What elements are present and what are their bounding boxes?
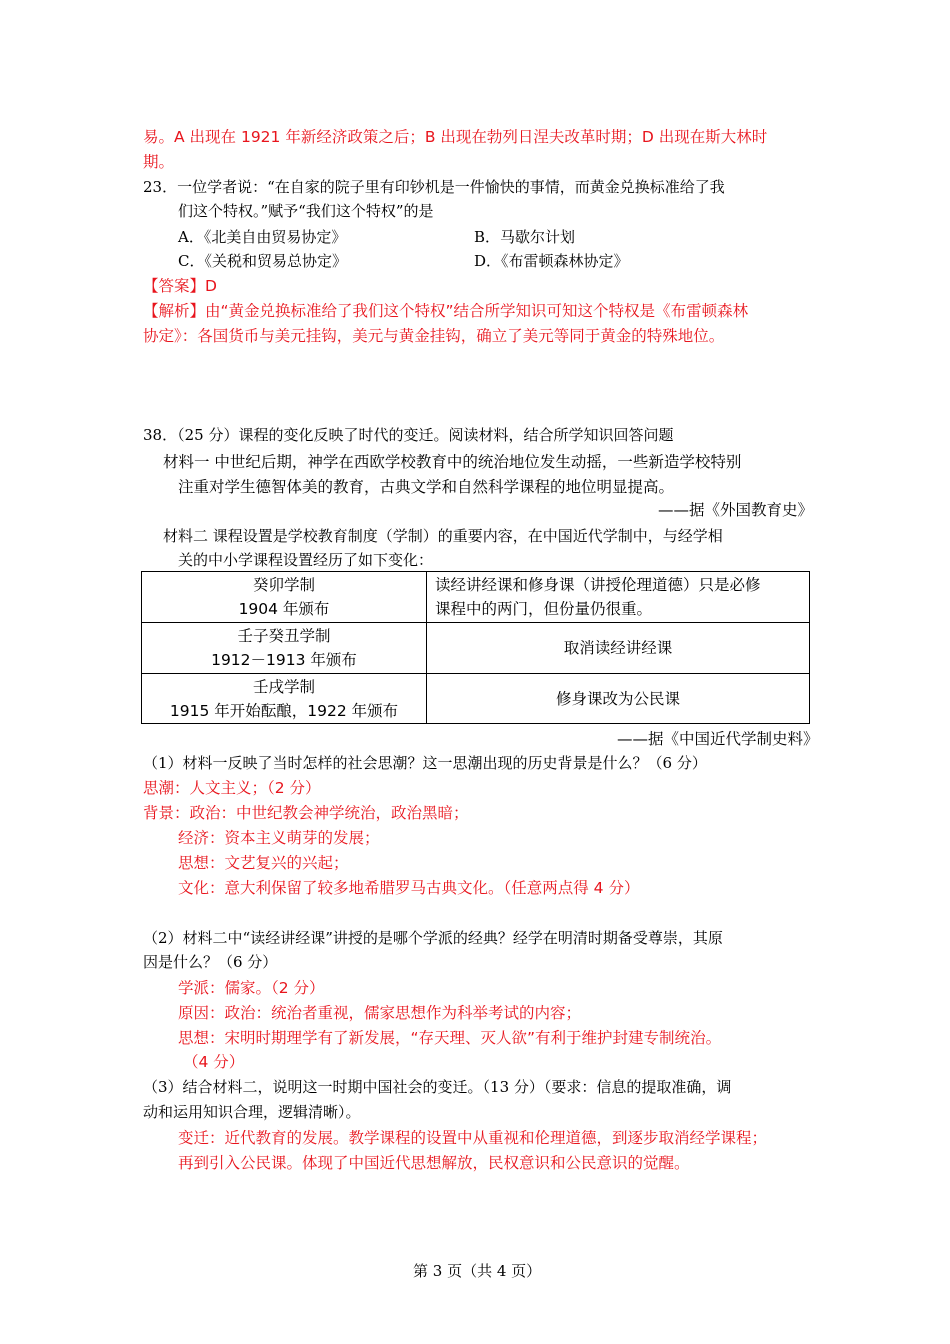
system-year: 1915 年开始酝酿，1922 年颁布 [169,701,399,720]
q38-material1-line1: 材料一 中世纪后期，神学在西欧学校教育中的统治地位发生动摇，一些新造学校特别 [163,453,742,471]
q38-sub1-answer: 思想：文艺复兴的兴起； [178,854,349,872]
q23-answer: 【答案】D [143,277,217,295]
q23-analysis-line2: 协定》：各国货币与美元挂钩，美元与黄金挂钩，确立了美元等同于黄金的特殊地位。 [143,327,725,345]
table-cell-change [427,572,810,623]
q38-sub2-answer: （4 分） [183,1053,245,1071]
change-text: 读经讲经课和修身课（讲授伦理道德）只是必修 [435,576,761,594]
q38-sub3-question-line2: 动和运用知识合理，逻辑清晰）。 [143,1103,361,1121]
q38-material1-source: ——据《外国教育史》 [658,501,814,519]
q38-material2-source: ——据《中国近代学制史料》 [617,730,819,748]
q38-sub1-answer: 文化：意大利保留了较多地希腊罗马古典文化。（任意两点得 4 分） [178,879,640,897]
q38-sub1-answer: 思潮：人文主义；（2 分） [143,779,321,797]
change-text: 课程中的两门，但份量仍很重。 [435,600,653,618]
q23-analysis-line1: 【解析】由“黄金兑换标准给了我们这个特权”结合所学知识可知这个特权是《布雷顿森林 [143,302,749,320]
q38-sub1-answer: 经济：资本主义萌芽的发展； [178,829,380,847]
q38-sub2-question-line1: （2）材料二中“读经讲经课”讲授的是哪个学派的经典？经学在明清时期备受尊崇，其原 [143,929,723,947]
table-cell-system [142,674,427,724]
table-cell-change [427,623,810,674]
q38-material2-line2: 关的中小学课程设置经历了如下变化： [178,551,434,569]
q38-sub3-question-line1: （3）结合材料二，说明这一时期中国社会的变迁。（13 分）（要求：信息的提取准确，调 [143,1078,732,1096]
table-cell-change [427,674,810,724]
q38-stem: 38．（25 分）课程的变化反映了时代的变迁。阅读材料，结合所学知识回答问题 [143,426,674,444]
system-name: 癸卯学制 [252,576,315,594]
system-name: 壬子癸丑学制 [237,627,331,645]
table-row [142,572,810,623]
q22-analysis-line2: 期。 [143,153,175,171]
system-year: 1912－1913 年颁布 [211,651,357,669]
q38-sub2-question-line2: 因是什么？（6 分） [143,953,278,971]
q38-sub2-answer: 学派：儒家。（2 分） [178,979,325,997]
table-cell-system [142,623,427,674]
q23-option-a: A．《北美自由贸易协定》 [178,228,347,246]
q38-sub2-answer: 原因：政治：统治者重视，儒家思想作为科举考试的内容； [178,1004,582,1022]
page-number: 第 3 页（共 4 页） [413,1262,542,1280]
system-year: 1904 年颁布 [238,600,330,618]
q23-option-c: C．《关税和贸易总协定》 [178,252,347,270]
q38-material1-line2: 注重对学生德智体美的教育，古典文学和自然科学课程的地位明显提高。 [178,478,675,496]
q38-sub1-answer: 背景：政治：中世纪教会神学统治，政治黑暗； [143,804,469,822]
table-row [142,623,810,674]
q23-option-b: B．马歇尔计划 [474,228,576,246]
q38-sub2-answer: 思想：宋明时期理学有了新发展，“存天理、灭人欲”有利于维护封建专制统治。 [178,1029,722,1047]
q23-stem-line1: 23．一位学者说：“在自家的院子里有印钞机是一件愉快的事情，而黄金兑换标准给了我 [143,178,725,196]
change-text: 取消读经讲经课 [563,639,673,657]
table-row [142,674,810,724]
q38-sub3-answer-line2: 再到引入公民课。体现了中国近代思想解放，民权意识和公民意识的觉醒。 [178,1154,690,1172]
q38-material2-line1: 材料二 课程设置是学校教育制度（学制）的重要内容，在中国近代学制中，与经学相 [163,527,723,545]
school-system-table [141,571,810,724]
table-cell-system [142,572,427,623]
q23-stem-line2: 们这个特权。”赋予“我们这个特权”的是 [178,202,434,220]
change-text: 修身课改为公民课 [555,689,680,708]
q23-option-d: D．《布雷顿森林协定》 [474,252,629,270]
q38-sub3-answer-line1: 变迁：近代教育的发展。教学课程的设置中从重视和伦理道德，到逐步取消经学课程； [178,1129,768,1147]
q38-sub1-question: （1）材料一反映了当时怎样的社会思潮？这一思潮出现的历史背景是什么？（6 分） [143,754,707,772]
q22-analysis-line1: 易。A 出现在 1921 年新经济政策之后；B 出现在勃列日涅夫改革时期；D 出现在斯大林时 [143,128,768,146]
system-name: 壬戌学制 [252,677,315,696]
